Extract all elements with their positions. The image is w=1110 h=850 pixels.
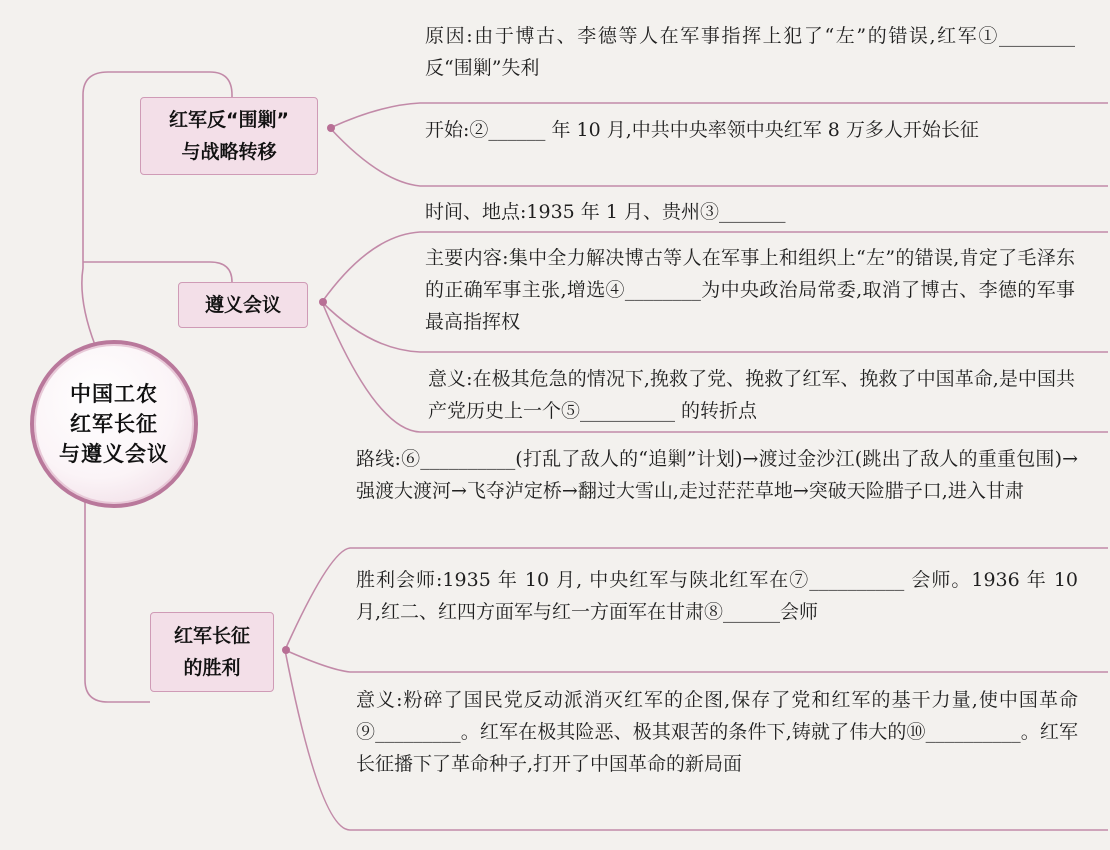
central-topic-line: 中国工农 [70,382,158,406]
topic-long-march-victory [150,612,274,692]
topic-line: 的胜利 [183,657,241,679]
topic-line: 与战略转移 [181,141,277,163]
leaf-route: 路线:⑥__________(打乱了敌人的“追剿”计划)→渡过金沙江(跳出了敌人的重重包围)→强渡大渡河→飞夺泸定桥→翻过大雪山,走过茫茫草地→突破天险腊子口,进入甘肃 [356,448,1078,502]
leaf-start: 开始:②______ 年 10 月,中共中央率领中央红军 8 万多人开始长征 [425,119,979,141]
topic-line: 红军长征 [173,625,250,647]
central-topic-line: 红军长征 [70,412,158,436]
central-topic [30,340,198,508]
topic-zunyi-conference [178,282,308,328]
topic-red-army-counter-encirclement [140,97,318,175]
leaf-victory-meeting: 胜利会师:1935 年 10 月, 中央红军与陕北红军在⑦__________ 会师。1936 年 10 月,红二、红四方面军与红一方面军在甘肃⑧______会师 [356,569,1085,623]
leaf-main-content: 主要内容:集中全力解决博古等人在军事上和组织上“左”的错误,肯定了毛泽东的正确军事主张,增选④________为中央政治局常委,取消了博古、李德的军事最高指挥权 [425,247,1075,333]
topic-line: 遵义会议 [204,294,281,316]
leaf-zunyi-significance: 意义:在极其危急的情况下,挽救了党、挽救了红军、挽救了中国革命,是中国共产党历史上一个⑤__________ 的转折点 [428,368,1075,422]
topic-line: 红军反“围剿” [169,109,289,131]
central-topic-line: 与遵义会议 [59,442,169,466]
leaf-long-march-significance: 意义:粉碎了国民党反动派消灭红军的企图,保存了党和红军的基干力量,使中国革命⑨_________。红军在极其险恶、极其艰苦的条件下,铸就了伟大的⑩__________。红军长征播下了革命种子,打开了中国革命的新局面 [356,689,1078,775]
leaf-time-place: 时间、地点:1935 年 1 月、贵州③_______ [425,201,786,223]
leaf-cause: 原因:由于博古、李德等人在军事指挥上犯了“左”的错误,红军①________ 反“围剿”失利 [425,25,1082,79]
